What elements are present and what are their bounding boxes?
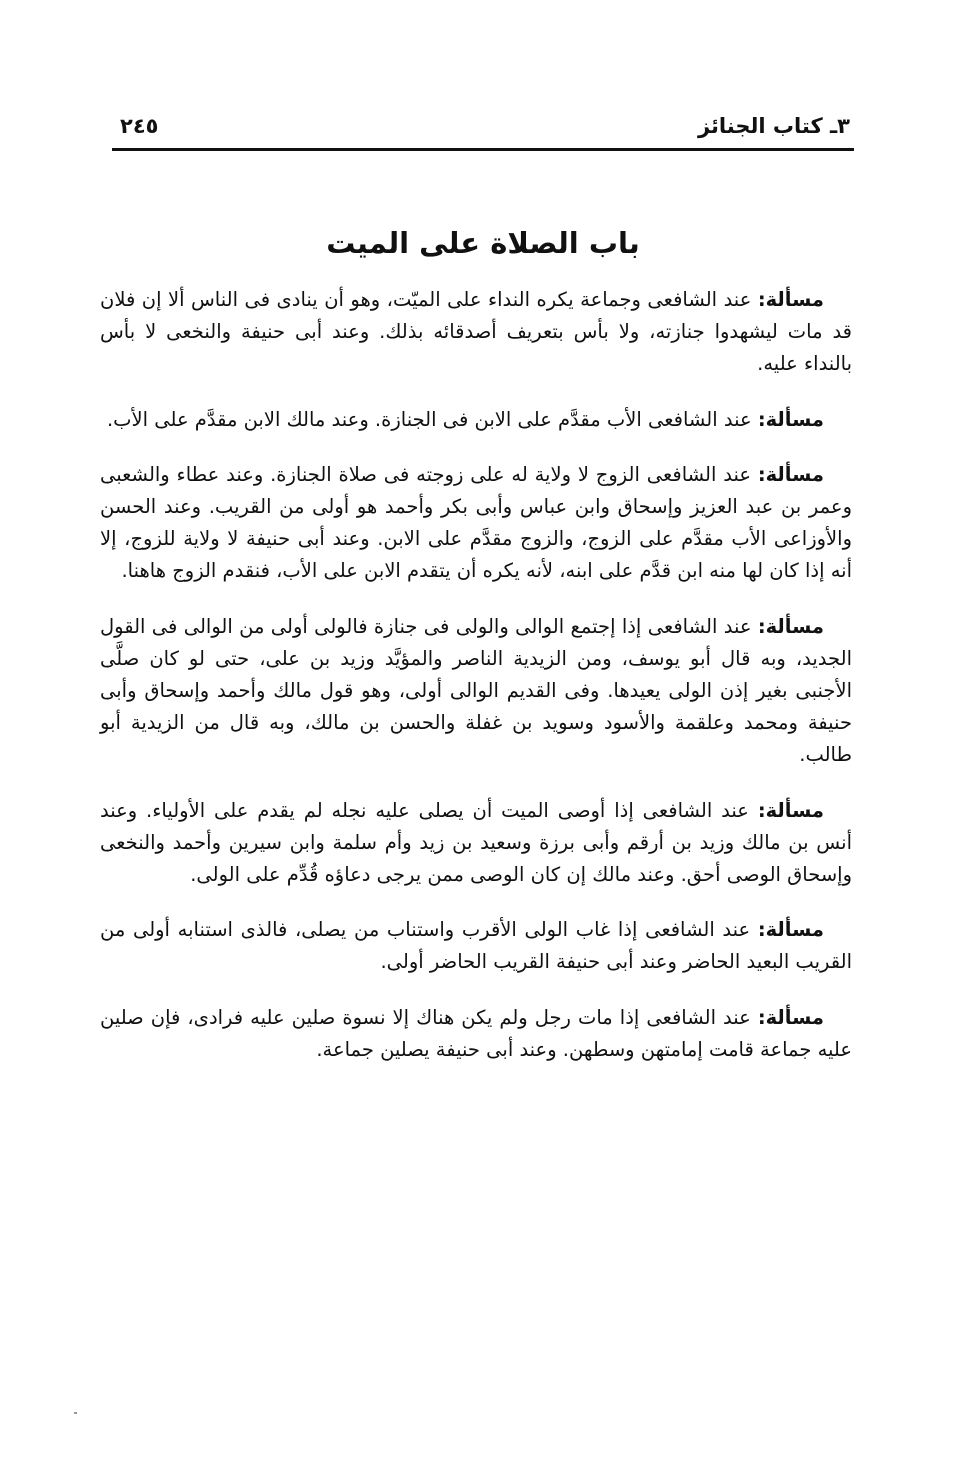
issue-paragraph	[100, 404, 852, 436]
issue-text: عند الشافعى إذا مات رجل ولم يكن هناك إلا نسوة صلين عليه فرادى، فإن صلين عليه جماعة قامت إمامتهن وسطهن. وعند أبى حنيفة يصلين جماعة.	[100, 1005, 852, 1061]
chapter-title: ٣ـ كتاب الجنائز	[697, 114, 850, 138]
issue-label: مسألة:	[757, 918, 824, 942]
section-title: باب الصلاة على الميت	[326, 226, 640, 261]
issue-paragraph	[100, 795, 852, 892]
issue-paragraph	[100, 611, 852, 772]
issue-text: عند الشافعى الزوج لا ولاية له على زوجته فى صلاة الجنازة. وعند عطاء والشعبى وعمر بن عبد العزيز وإسحاق وابن عباس وأبى بكر وأحمد هو أولى من القريب. وعند الحسن والأوزاعى الأب مقدَّم على الزوج، والزوج مقدَّم على الابن. وعند أبى حنيفة لا ولاية للزوج، إلا أنه إذا كان لها منه ابن قدَّم على ابنه، لأنه يكره أن يتقدم الابن على الأب، فنقدم الزوج هاهنا.	[100, 462, 852, 583]
issue-text: عند الشافعى وجماعة يكره النداء على الميّت، وهو أن ينادى فى الناس ألا إن فلان قد مات ليشهدوا جنازته، ولا بأس بتعريف أصدقائه بذلك. وعند أبى حنيفة والنخعى لا بأس بالنداء عليه.	[100, 288, 852, 376]
issue-text: عند الشافعى إذا غاب الولى الأقرب واستناب من يصلى، فالذى استنابه أولى من القريب البعيد الحاضر وعند أبى حنيفة القريب الحاضر أولى.	[100, 918, 852, 974]
header-rule	[112, 148, 854, 151]
issue-label: مسألة:	[757, 407, 824, 431]
issue-text: عند الشافعى إذا إجتمع الوالى والولى فى جنازة فالولى أولى من الوالى فى القول الجديد، وبه قال أبو يوسف، ومن الزيدية الناصر والمؤيَّد وزيد بن على، حتى لو كان صلَّى الأجنبى بغير إذن الولى يعيدها. وفى القديم الوالى أولى، وهو قول مالك وأحمد وإسحاق وأبى حنيفة ومحمد وعلقمة والأسود وسويد بن غفلة والحسن بن مالك، وبه قال من الزيدية أبو طالب.	[100, 614, 852, 767]
running-header	[112, 112, 854, 148]
body-text	[100, 284, 852, 1089]
issue-label: مسألة:	[757, 798, 824, 822]
issue-label: مسألة:	[757, 288, 824, 311]
issue-paragraph	[100, 459, 852, 588]
scan-speck	[74, 1412, 77, 1414]
issue-paragraph	[100, 914, 852, 978]
page-number: ٢٤٥	[120, 114, 159, 138]
issue-label: مسألة:	[757, 462, 824, 486]
issue-text: عند الشافعى الأب مقدَّم على الابن فى الجنازة. وعند مالك الابن مقدَّم على الأب.	[106, 407, 758, 431]
issue-label: مسألة:	[757, 1005, 824, 1029]
issue-paragraph	[100, 1002, 852, 1066]
issue-text: عند الشافعى إذا أوصى الميت أن يصلى عليه نجله لم يقدم على الأولياء. وعند أنس بن مالك وزيد بن أرقم وأبى برزة وسعيد بن زيد وأم سلمة وابن سيرين وأحمد والنخعى وإسحاق الوصى أحق. وعند مالك إن كان الوصى ممن يرجى دعاؤه قُدِّم على الولى.	[100, 798, 852, 887]
issue-paragraph	[100, 284, 852, 381]
issue-label: مسألة:	[757, 614, 824, 638]
